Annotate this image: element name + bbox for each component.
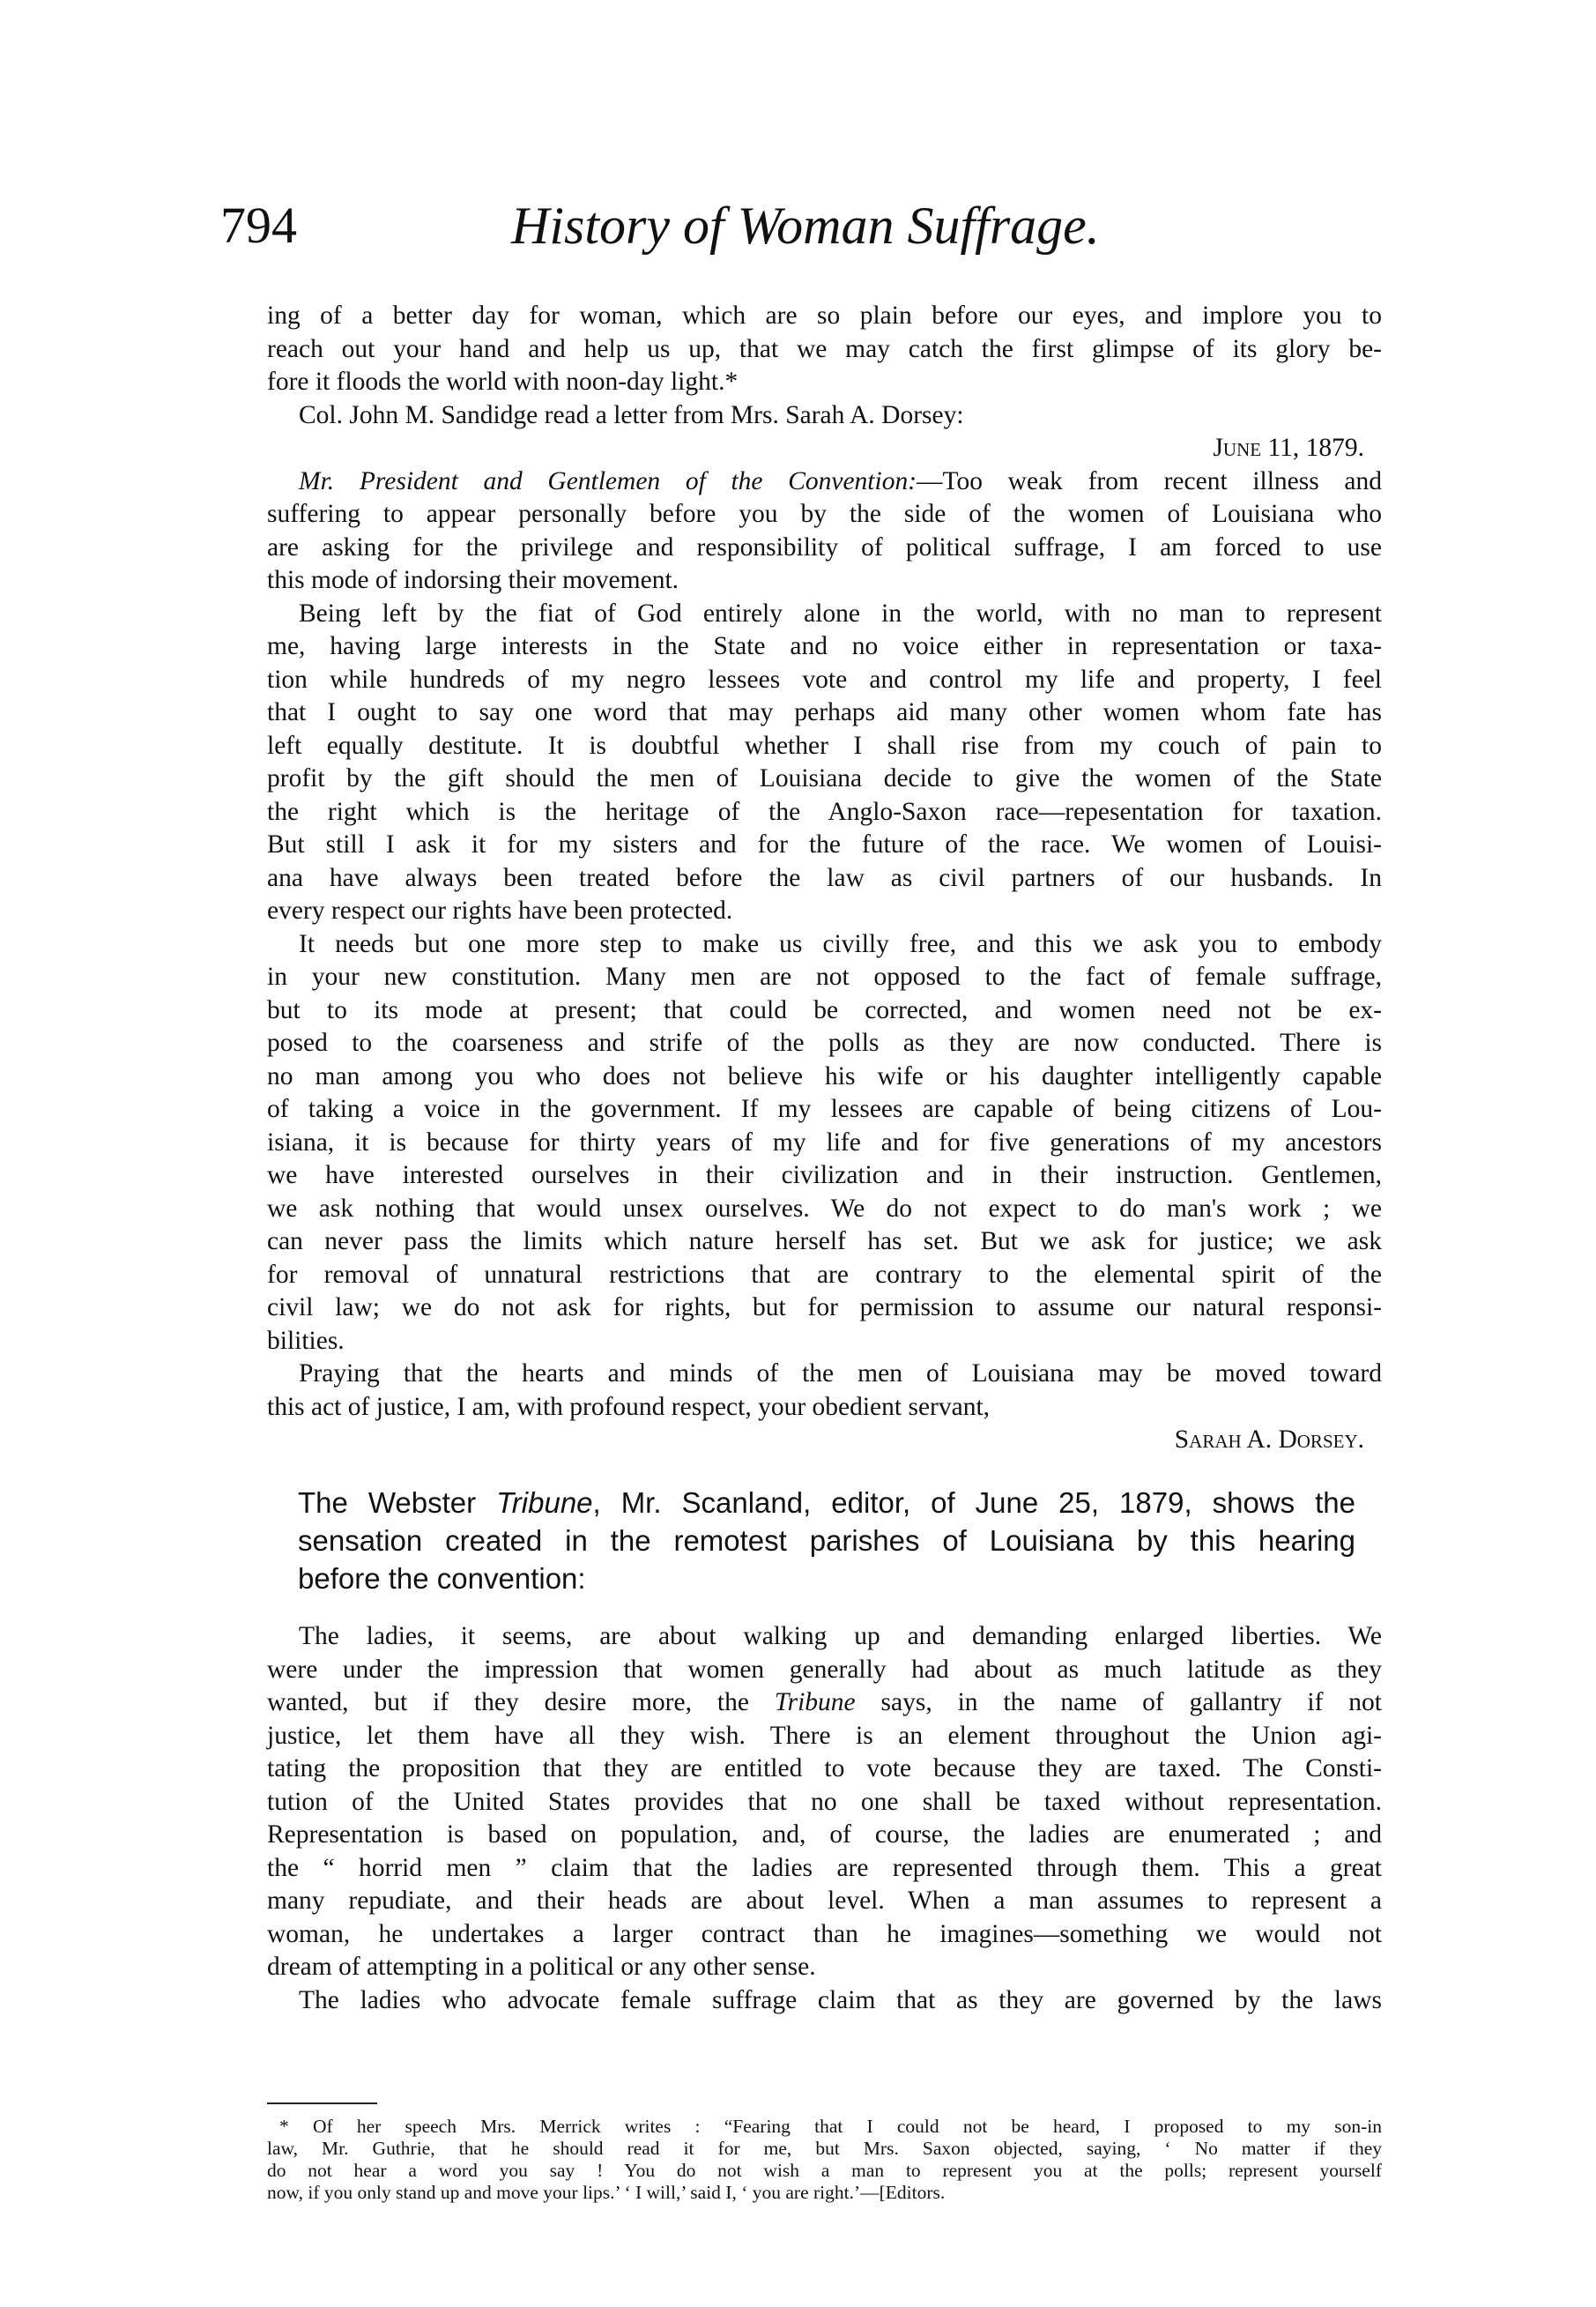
text-line: in your new constitution. Many men are not opposed to the fact of female suffrage,: [267, 963, 1382, 991]
text-line: But still I ask it for my sisters and for the future of the race. We women of Louisi-: [267, 830, 1382, 859]
text-line: for removal of unnatural restrictions that are contrary to the elemental spirit of the: [267, 1260, 1382, 1289]
text-line: Being left by the fiat of God entirely alone in the world, with no man to represent: [299, 599, 1382, 628]
footnote-line: do not hear a word you say ! You do not wish a man to represent you at the polls; represent yourself: [267, 2160, 1382, 2181]
text-line: The ladies, it seems, are about walking up and demanding enlarged liberties. We: [299, 1622, 1382, 1650]
text-line: Praying that the hearts and minds of the men of Louisiana may be moved toward: [299, 1359, 1382, 1388]
text-line: this act of justice, I am, with profound respect, your obedient servant,: [267, 1392, 991, 1421]
newspaper-quote: [267, 1620, 1382, 2017]
text-line: many repudiate, and their heads are about level. When a man assumes to represent a: [267, 1887, 1382, 1915]
newspaper-intro: [298, 1484, 1355, 1597]
text-line: every respect our rights have been protected.: [267, 897, 733, 925]
letter-section: [267, 300, 1382, 1457]
text-line: we ask nothing that would unsex ourselves. We do not expect to do man's work ; we: [267, 1194, 1382, 1223]
signature: Sarah A. Dorsey.: [1174, 1425, 1364, 1454]
text-line: civil law; we do not ask for rights, but for permission to assume our natural responsi-: [267, 1293, 1382, 1321]
footnote-line: law, Mr. Guthrie, that he should read it for me, but Mrs. Saxon objected, saying, ‘ No matter if they: [267, 2138, 1382, 2159]
running-title: History of Woman Suffrage.: [511, 197, 1100, 255]
page-number: 794: [220, 197, 297, 254]
text-line: left equally destitute. It is doubtful whether I shall rise from my couch of pain to: [267, 731, 1382, 760]
text-line: are asking for the privilege and responsibility of political suffrage, I am forced to use: [267, 532, 1382, 562]
salutation: Mr. President and Gentlemen of the Convention:: [299, 466, 917, 495]
intro-line: before the convention:: [298, 1562, 586, 1595]
text-line: of taking a voice in the government. If my lessees are capable of being citizens of Lou-: [267, 1095, 1382, 1123]
text-line: but to its mode at present; that could be corrected, and women need not be ex-: [267, 995, 1382, 1024]
letter-intro: Col. John M. Sandidge read a letter from Mrs. Sarah A. Dorsey:: [299, 400, 964, 429]
text-line: this mode of indorsing their movement.: [267, 566, 679, 594]
text-line: no man among you who does not believe his wife or his daughter intelligently capable: [267, 1061, 1382, 1090]
text-line: isiana, it is because for thirty years of my life and for five generations of my ancestors: [267, 1127, 1382, 1157]
text-line: It needs but one more step to make us civilly free, and this we ask you to embody: [299, 929, 1382, 958]
letter-date: June 11, 1879.: [1213, 434, 1364, 462]
text-line: tution of the United States provides that no one shall be taxed without representation.: [267, 1787, 1382, 1816]
text-fragment: says, in the name of gallantry if not: [855, 1688, 1382, 1716]
newspaper-name: Tribune: [774, 1688, 856, 1716]
text-line: me, having large interests in the State and no voice either in representation or taxa-: [267, 632, 1382, 660]
text-line: ing of a better day for woman, which are so plain before our eyes, and implore you to: [267, 301, 1382, 330]
footnote-line: * Of her speech Mrs. Merrick writes : “Fearing that I could not be heard, I proposed to my son-in: [279, 2116, 1382, 2137]
footnote: [267, 2116, 1382, 2204]
salutation-continuation: —Too weak from recent illness and: [917, 466, 1382, 495]
text-line: the “ horrid men ” claim that the ladies are represented through them. This a great: [267, 1853, 1382, 1882]
footnote-divider: [267, 2102, 377, 2104]
text-line: posed to the coarseness and strife of the polls as they are now conducted. There is: [267, 1029, 1382, 1057]
text-line: we have interested ourselves in their civilization and in their instruction. Gentlemen,: [267, 1161, 1382, 1189]
page-header: [220, 196, 1384, 275]
text-line: fore it floods the world with noon-day light.*: [267, 368, 739, 396]
text-line: that I ought to say one word that may perhaps aid many other women whom fate has: [267, 698, 1382, 726]
text-fragment: wanted, but if they desire more, the: [267, 1688, 775, 1716]
newspaper-name: Tribune: [496, 1486, 593, 1519]
text-line: can never pass the limits which nature herself has set. But we ask for justice; we ask: [267, 1227, 1382, 1255]
text-line: The ladies who advocate female suffrage claim that as they are governed by the laws: [299, 1985, 1382, 2014]
intro-line: sensation created in the remotest parishes of Louisiana by this hearing: [298, 1524, 1355, 1557]
text-line: [267, 1686, 1382, 1720]
text-line: bilities.: [267, 1326, 345, 1355]
text-line: ana have always been treated before the law as civil partners of our husbands. In: [267, 863, 1382, 892]
text-line: woman, he undertakes a larger contract than he imagines—something we would not: [267, 1919, 1382, 1948]
text-line: tating the proposition that they are entitled to vote because they are taxed. The Consti-: [267, 1754, 1382, 1782]
text-line: suffering to appear personally before you by the side of the women of Louisiana who: [267, 500, 1382, 528]
intro-text: , Mr. Scanland, editor, of June 25, 1879, shows the: [592, 1486, 1355, 1519]
text-line: reach out your hand and help us up, that we may catch the first glimpse of its glory be-: [267, 334, 1382, 363]
text-line: [267, 465, 1382, 499]
text-line: profit by the gift should the men of Louisiana decide to give the women of the State: [267, 764, 1382, 793]
text-line: the right which is the heritage of the Anglo-Saxon race—repesentation for taxation.: [267, 797, 1382, 826]
text-line: were under the impression that women generally had about as much latitude as they: [267, 1655, 1382, 1684]
text-line: dream of attempting in a political or any other sense.: [267, 1953, 816, 1981]
text-line: tion while hundreds of my negro lessees vote and control my life and property, I feel: [267, 665, 1382, 694]
intro-text: The Webster: [298, 1486, 497, 1519]
text-line: justice, let them have all they wish. There is an element throughout the Union agi-: [267, 1721, 1382, 1750]
intro-line: [298, 1484, 1355, 1522]
text-line: Representation is based on population, and, of course, the ladies are enumerated ; and: [267, 1820, 1382, 1849]
footnote-line: now, if you only stand up and move your lips.’ ‘ I will,’ said I, ‘ you are right.’—[Editors.: [267, 2182, 946, 2203]
